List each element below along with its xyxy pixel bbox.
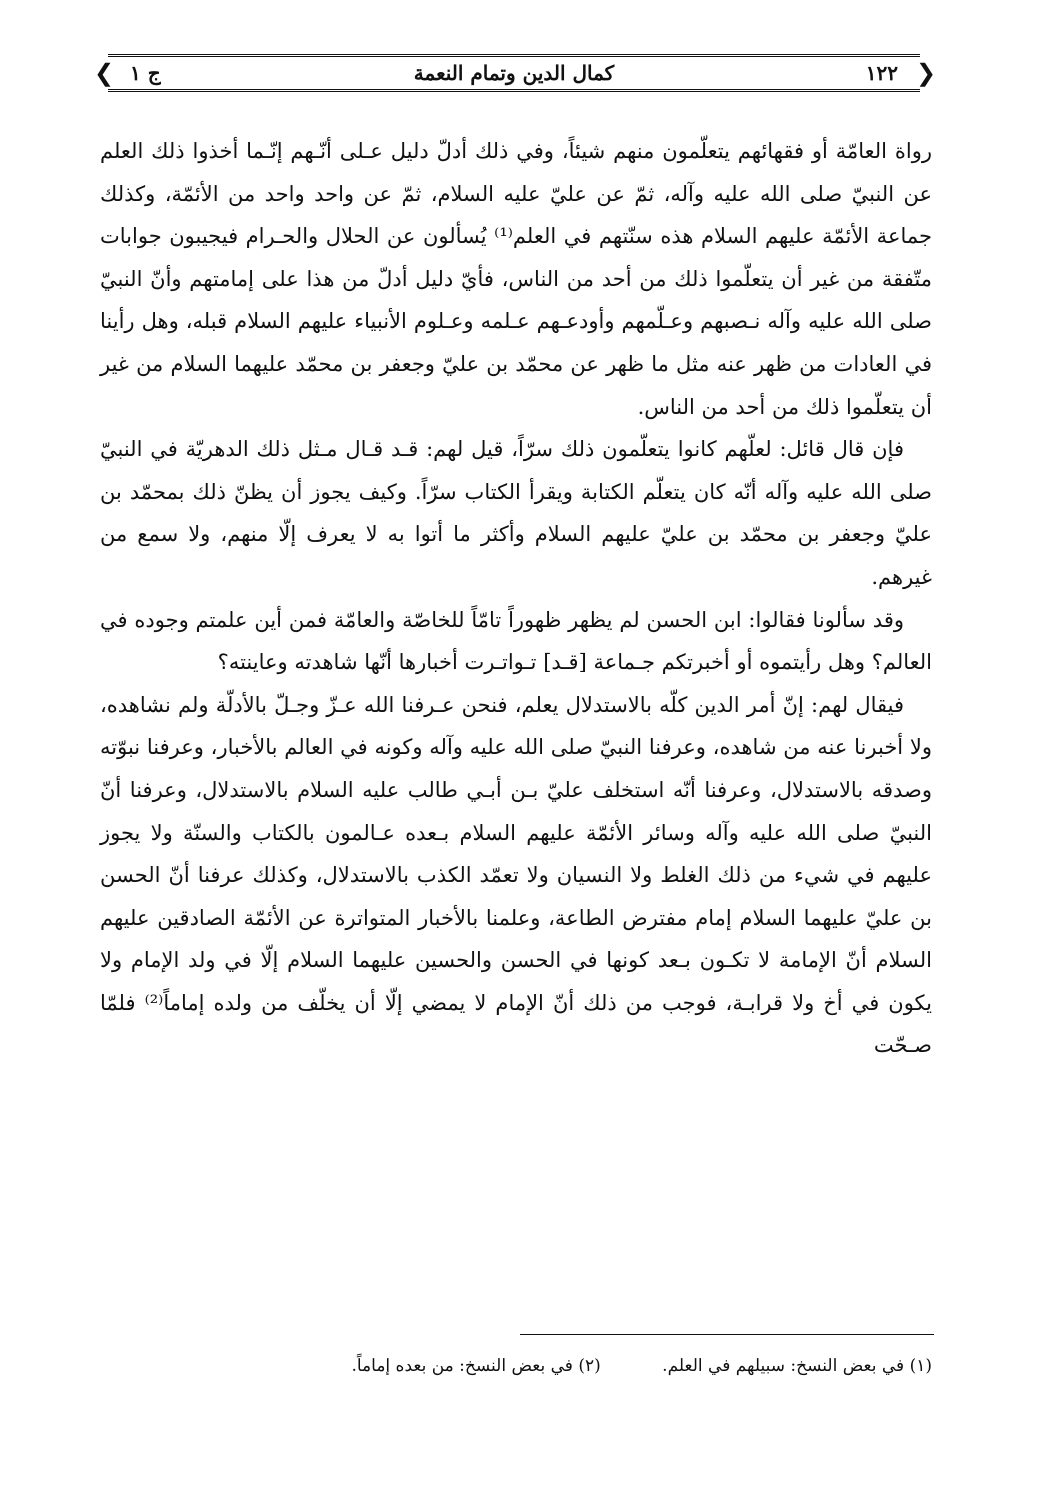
paragraph: رواة العامّة أو فقهائهم يتعلّمون منهم شيئاً، وفي ذلك أدلّ دليل عـلى أنّـهم إنّـما أخذوا ذلك العلم عن النبيّ صلى الله عليه وآله، ثمّ عن عليّ عليه السلام، ثمّ عن واحد واحد من الأئمّة، وكذلك جماعة الأئمّة عليهم السلام هذه سنّتهم في العلم⁽¹⁾ يُسألون عن الحلال والحـرام فيجيبون جوابات متّفقة من غير أن يتعلّموا ذلك من أحد من الناس، فأيّ دليل أدلّ من هذا على إمامتهم وأنّ النبيّ صلى الله عليه وآله نـصبهم وعـلّمهم وأودعـهم عـلمه وعـلوم الأنبياء عليهم السلام قبله، وهل رأينا في العادات من ظهر عنه مثل ما ظهر عن محمّد بن عليّ وجعفر بن محمّد عليهما السلام من غير أن يتعلّموا ذلك من أحد من الناس. [100, 139, 932, 419]
footnotes [100, 1352, 932, 1380]
paragraph: وقد سألونا فقالوا: ابن الحسن لم يظهر ظهوراً تامّاً للخاصّة والعامّة فمن أين علمتم وجوده في العالم؟ وهل رأيتموه أو أخبرتكم جـماعة [قـد] تـواتـرت أخبارها أنّها شاهدته وعاينته؟ [100, 607, 932, 675]
header-ornament-left-icon: ❮ [94, 59, 115, 87]
footnote-separator [520, 1334, 934, 1335]
header-ornament-right-icon: ❯ [916, 59, 937, 87]
book-title: كمال الدين وتمام النعمة [413, 61, 615, 85]
volume-label: ج ١ [130, 61, 161, 85]
paragraph: فإن قال قائل: لعلّهم كانوا يتعلّمون ذلك سرّاً، قيل لهم: قـد قـال مـثل ذلك الدهريّة في النبيّ صلى الله عليه وآله أنّه كان يتعلّم الكتابة ويقرأ الكتاب سرّاً. وكيف يجوز أن يظنّ ذلك بمحمّد بن عليّ وجعفر بن محمّد بن عليّ عليهم السلام وأكثر ما أتوا به لا يعرف إلّا منهم، ولا سمع من غيرهم. [100, 437, 932, 589]
footnote: (١) في بعض النسخ: سبيلهم في العلم. [662, 1356, 932, 1376]
main-text [100, 130, 932, 1067]
paragraph: فيقال لهم: إنّ أمر الدين كلّه بالاستدلال يعلم، فنحن عـرفنا الله عـزّ وجـلّ بالأدلّة ولم نشاهده، ولا أخبرنا عنه من شاهده، وعرفنا النبيّ صلى الله عليه وآله وكونه في العالم بالأخبار، وعرفنا نبوّته وصدقه بالاستدلال، وعرفنا أنّه استخلف عليّ بـن أبـي طالب عليه السلام بالاستدلال، وعرفنا أنّ النبيّ صلى الله عليه وآله وسائر الأئمّة عليهم السلام بـعده عـالمون بالكتاب والسنّة ولا يجوز عليهم في شيء من ذلك الغلط ولا النسيان ولا تعمّد الكذب بالاستدلال، وكذلك عرفنا أنّ الحسن بن عليّ عليهما السلام إمام مفترض الطاعة، وعلمنا بالأخبار المتواترة عن الأئمّة الصادقين عليهم السلام أنّ الإمامة لا تكـون بـعد كونها في الحسن والحسين عليهما السلام إلّا في ولد الإمام ولا يكون في أخ ولا قرابـة، فوجب من ذلك أنّ الإمام لا يمضي إلّا أن يخلّف من ولده إماماً⁽²⁾ فلمّا صـحّت [100, 692, 932, 1058]
running-header [94, 50, 937, 96]
page-number: ١٢٢ [865, 61, 898, 85]
footnote: (٢) في بعض النسخ: من بعده إماماً. [351, 1356, 601, 1376]
